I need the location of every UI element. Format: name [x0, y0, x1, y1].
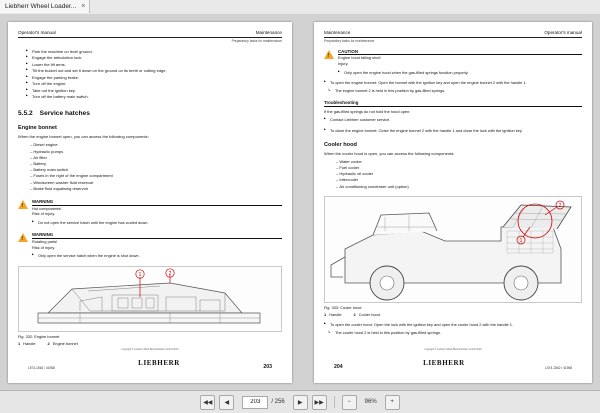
- list-item: – Water cooler: [336, 159, 582, 165]
- warning-bullet: ▶ Only open the service hatch when the engine is shut down.: [32, 253, 282, 259]
- warning-line: Risk of injury.: [32, 244, 56, 250]
- legend-entry: [324, 312, 342, 317]
- page-navigation[interactable]: [242, 396, 284, 409]
- right-header-right: Operator's manual: [544, 30, 582, 35]
- list-item: – Air filter: [30, 155, 282, 161]
- list-item: – Windscreen washer fluid reservoir: [30, 180, 282, 186]
- caution-title: CAUTION: [338, 49, 582, 56]
- list-item: – Battery: [30, 161, 282, 167]
- open-bonnet-steps: [324, 80, 582, 93]
- left-subheader: Preparatory tasks for maintenance: [231, 38, 282, 43]
- left-header-left: Operator's manual: [18, 30, 56, 35]
- list-item: ▶ Lower the lift arms.: [26, 62, 282, 68]
- svg-text:1: 1: [138, 271, 142, 278]
- document-tab[interactable]: [0, 0, 90, 13]
- legend-number: 1: [324, 312, 327, 318]
- warning-bullet: ▶ Do not open the service hatch until the engine has cooled down.: [32, 220, 282, 226]
- caution-line: Injury.: [338, 61, 349, 67]
- list-item: – Diesel engine: [30, 142, 282, 148]
- left-intro-bullets: [26, 49, 282, 101]
- list-item: – Fuel cooler: [336, 165, 582, 171]
- legend-entry: [48, 341, 78, 346]
- footer-copyright: copyright © Liebherr-Werk Bischofshofen GmbH 2019: [121, 348, 179, 351]
- section-title: Service hatches: [39, 110, 90, 118]
- list-item: – Intercooler: [336, 177, 582, 183]
- left-page-footer: [28, 348, 272, 370]
- open-cooler-hood-steps: [324, 322, 582, 335]
- figure-cooler-hood: [324, 196, 582, 303]
- subsection-title: Cooler hood: [324, 141, 357, 148]
- toolbar-divider: [334, 396, 335, 408]
- access-intro: When the cooler hood is open, you can access the following components:: [324, 150, 455, 156]
- footer-code: L574-1562 / 41968: [545, 366, 572, 370]
- viewer-toolbar: [0, 390, 600, 413]
- list-item: – Battery main switch: [30, 167, 282, 173]
- list-item: – Air conditioning condenser unit (option): [336, 184, 582, 190]
- legend-entry: [18, 341, 36, 346]
- document-tab-label: Liebherr Wheel Loader...: [5, 3, 77, 10]
- caution-line: Engine hood falling shut!: [338, 55, 381, 61]
- list-item: ▶ Tilt the bucket out and set it down on the ground on its teeth or cutting edge.: [26, 68, 282, 74]
- page-total-label: / 256: [271, 399, 285, 405]
- footer-copyright: copyright © Liebherr-Werk Bischofshofen GmbH 2019: [424, 348, 482, 351]
- page-right: [314, 22, 592, 383]
- figure-engine-bonnet: [18, 266, 282, 332]
- step: ▶ To close the engine bonnet: Close the engine bonnet 2 with the handle 1 and close the lock with the ignition key.: [324, 128, 582, 134]
- troubleshooting-bullet: ▶ Contact Liebherr customer service.: [324, 117, 582, 123]
- warning-box-1: [18, 199, 282, 225]
- page-number: 204: [334, 364, 343, 370]
- page-number-input[interactable]: [242, 396, 268, 409]
- list-item: ▶ Engage the articulation lock.: [26, 55, 282, 61]
- zoom-controls[interactable]: [342, 395, 400, 410]
- brand-logo: LIEBHERR: [138, 359, 180, 367]
- left-page-header: [18, 30, 282, 38]
- cooler-hood-illustration: [325, 197, 581, 302]
- first-page-button[interactable]: ◀◀: [200, 395, 215, 410]
- engine-bonnet-illustration: [19, 267, 281, 331]
- warning-title: WARNING: [32, 232, 282, 239]
- title-bar: [0, 0, 600, 15]
- list-item: – Hydraulic oil cooler: [336, 171, 582, 177]
- access-intro: When the engine bonnet open, you can access the following components:: [18, 134, 149, 140]
- troubleshooting-line: If the gas-filled springs do not hold the hood open:: [324, 108, 411, 114]
- right-header-left: Maintenance: [324, 30, 351, 35]
- svg-text:1: 1: [519, 237, 523, 244]
- list-item: – Brake fluid equalising reservoir: [30, 186, 282, 192]
- warning-box-2: [18, 232, 282, 258]
- right-page-header: [324, 30, 582, 38]
- right-subheader: Preparatory tasks for maintenance: [324, 38, 375, 43]
- list-item: ▶ Turn off the engine.: [26, 81, 282, 87]
- legend-number: 2: [47, 341, 50, 347]
- step: ▶ To open the cooler hood: Open the lock with the ignition key and open the cooler hood 2 with the handle 1.: [324, 322, 582, 328]
- page-left: [8, 22, 292, 383]
- next-page-button[interactable]: ▶: [293, 395, 308, 410]
- brand-logo: LIEBHERR: [423, 359, 465, 367]
- list-item: ▶ Take out the ignition key.: [26, 88, 282, 94]
- legend-number: 1: [18, 341, 21, 347]
- list-item: ▶ Engage the parking brake.: [26, 75, 282, 81]
- step: ▶ To open the engine bonnet: Open the bonnet with the ignition key and open the engine bonnet 2 with the handle 1.: [324, 80, 582, 86]
- warning-triangle-icon: [18, 200, 28, 209]
- figure-legend: [18, 341, 282, 346]
- figure-caption: Fig. 333: Cooler hood: [324, 305, 362, 311]
- figure-caption: Fig. 332: Engine bonnet: [18, 334, 60, 340]
- svg-text:2: 2: [168, 270, 172, 277]
- svg-text:2: 2: [558, 202, 562, 209]
- troubleshooting-title: Troubleshooting: [324, 100, 582, 107]
- warning-line: Hot components!: [32, 205, 62, 211]
- legend-number: 2: [353, 312, 356, 318]
- list-item: – Hydraulic pumps: [30, 149, 282, 155]
- substep: ↳ The cooler hood 2 is held in this position by gas-filled springs.: [324, 330, 582, 336]
- page-number: 203: [263, 364, 272, 370]
- close-bonnet-step: [324, 128, 582, 134]
- warning-line: Rotating parts!: [32, 239, 58, 244]
- component-list: [336, 159, 582, 190]
- substep: ↳ The engine bonnet 2 is held in this position by gas-filled springs.: [324, 88, 582, 94]
- component-list: [30, 142, 282, 192]
- section-number: 5.5.2: [18, 110, 33, 118]
- warning-line: Risk of injury.: [32, 211, 56, 217]
- right-page-footer: [334, 348, 572, 370]
- last-page-button[interactable]: ▶▶: [312, 395, 327, 410]
- legend-label: Handle: [329, 312, 342, 318]
- warning-title: WARNING: [32, 199, 282, 206]
- legend-label: Handle: [23, 341, 36, 347]
- caution-bullet: ▶ Only open the engine hood when the gas-filled springs function properly.: [338, 70, 582, 76]
- zoom-out-button[interactable]: −: [342, 395, 357, 410]
- previous-page-button[interactable]: ◀: [219, 395, 234, 410]
- legend-entry: [354, 312, 380, 317]
- section-heading: [18, 110, 282, 117]
- subsection-title: Engine bonnet: [18, 125, 57, 132]
- caution-box: [324, 49, 582, 75]
- figure-legend: [324, 312, 582, 317]
- zoom-level-label: 96%: [364, 399, 377, 405]
- zoom-in-button[interactable]: +: [385, 395, 400, 410]
- legend-label: Engine bonnet: [52, 341, 78, 347]
- list-item: ▶ Park the machine on level ground.: [26, 49, 282, 55]
- warning-triangle-icon: [18, 233, 28, 242]
- footer-code: L574-1562 / 41968: [28, 366, 55, 370]
- left-header-right: Maintenance: [255, 30, 282, 35]
- legend-label: Cooler hood: [358, 312, 380, 318]
- list-item: – Fuses in the right of the engine compartment: [30, 173, 282, 179]
- list-item: ▶ Turn off the battery main switch.: [26, 94, 282, 100]
- pdf-viewer[interactable]: [0, 14, 600, 391]
- close-icon[interactable]: ×: [81, 3, 86, 10]
- warning-triangle-icon: [324, 50, 334, 59]
